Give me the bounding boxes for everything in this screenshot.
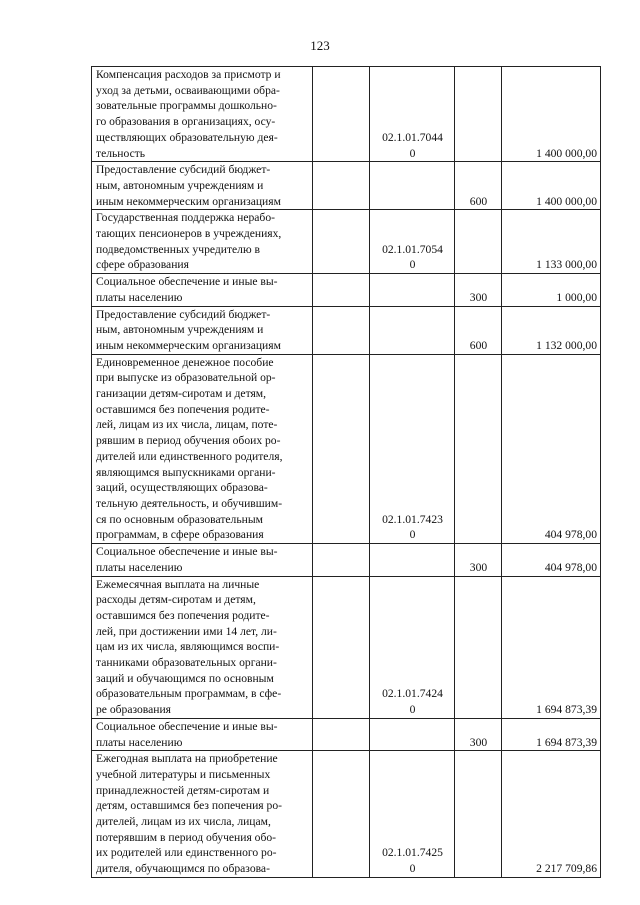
row-expense-type bbox=[455, 751, 502, 878]
row-expense-type: 300 bbox=[455, 544, 502, 576]
row-code bbox=[370, 544, 455, 576]
empty-cell bbox=[313, 576, 370, 718]
table-row bbox=[92, 718, 601, 750]
row-sum: 1 694 873,39 bbox=[502, 718, 601, 750]
row-name: Социальное обеспечение и иные вы- платы населению bbox=[92, 274, 313, 306]
row-code bbox=[370, 718, 455, 750]
table-row bbox=[92, 751, 601, 878]
row-expense-type: 600 bbox=[455, 306, 502, 354]
row-name: Социальное обеспечение и иные вы- платы населению bbox=[92, 718, 313, 750]
table-row bbox=[92, 67, 601, 162]
row-expense-type bbox=[455, 210, 502, 274]
row-code: 02.1.01.7044 0 bbox=[370, 67, 455, 162]
table-row bbox=[92, 544, 601, 576]
row-name: Единовременное денежное пособие при выпуске из образовательной ор- ганизации детям-сиротам и детям, оставшимся без попечения родите- лей, лицам из их числа, лицам, поте- рявшим в период обучения обоих ро- дителей или единственного родителя, являющимся выпускниками органи- заций, осуществляющих образова- тельную деятельность, и обучившим- ся по основным образовательным программам, в сфере образования bbox=[92, 354, 313, 543]
empty-cell bbox=[313, 162, 370, 210]
row-code: 02.1.01.7424 0 bbox=[370, 576, 455, 718]
row-sum: 1 133 000,00 bbox=[502, 210, 601, 274]
row-expense-type: 300 bbox=[455, 718, 502, 750]
row-expense-type bbox=[455, 67, 502, 162]
row-expense-type: 300 bbox=[455, 274, 502, 306]
row-name: Государственная поддержка нерабо- тающих пенсионеров в учреждениях, подведомственных учредителю в сфере образования bbox=[92, 210, 313, 274]
row-code: 02.1.01.7054 0 bbox=[370, 210, 455, 274]
row-code bbox=[370, 274, 455, 306]
row-sum: 1 400 000,00 bbox=[502, 67, 601, 162]
table-row bbox=[92, 306, 601, 354]
table-row bbox=[92, 162, 601, 210]
row-code: 02.1.01.7425 0 bbox=[370, 751, 455, 878]
row-name: Предоставление субсидий бюджет- ным, автономным учреждениям и иным некоммерческим организациям bbox=[92, 306, 313, 354]
row-name: Компенсация расходов за присмотр и уход за детьми, осваивающими обра- зовательные программы дошкольно- го образования в организациях, осу- ществляющих образовательную дея- тельность bbox=[92, 67, 313, 162]
empty-cell bbox=[313, 306, 370, 354]
row-expense-type bbox=[455, 354, 502, 543]
page-number: 123 bbox=[310, 38, 330, 53]
row-sum: 1 000,00 bbox=[502, 274, 601, 306]
empty-cell bbox=[313, 751, 370, 878]
empty-cell bbox=[313, 718, 370, 750]
table-row bbox=[92, 354, 601, 543]
empty-cell bbox=[313, 544, 370, 576]
empty-cell bbox=[313, 274, 370, 306]
table-row bbox=[92, 274, 601, 306]
row-expense-type: 600 bbox=[455, 162, 502, 210]
row-name: Ежегодная выплата на приобретение учебной литературы и письменных принадлежностей детям-сиротам и детям, оставшимся без попечения ро- дителей, лицам из их числа, лицам, потерявшим в период обучения обо- их родителей или единственного ро- дителя, обучающимся по образова- bbox=[92, 751, 313, 878]
row-sum: 1 400 000,00 bbox=[502, 162, 601, 210]
budget-table bbox=[91, 66, 601, 878]
row-code bbox=[370, 162, 455, 210]
row-sum: 1 132 000,00 bbox=[502, 306, 601, 354]
row-sum: 404 978,00 bbox=[502, 544, 601, 576]
table-row bbox=[92, 576, 601, 718]
empty-cell bbox=[313, 67, 370, 162]
table-row bbox=[92, 210, 601, 274]
row-name: Ежемесячная выплата на личные расходы детям-сиротам и детям, оставшимся без попечения родите- лей, при достижении ими 14 лет, ли- цам из их числа, являющимся воспи- танниками образовательных органи- заций и обучающимся по основным образовательным программам, в сфе- ре образования bbox=[92, 576, 313, 718]
empty-cell bbox=[313, 210, 370, 274]
row-name: Предоставление субсидий бюджет- ным, автономным учреждениям и иным некоммерческим организациям bbox=[92, 162, 313, 210]
row-sum: 2 217 709,86 bbox=[502, 751, 601, 878]
row-sum: 404 978,00 bbox=[502, 354, 601, 543]
row-name: Социальное обеспечение и иные вы- платы населению bbox=[92, 544, 313, 576]
row-code bbox=[370, 306, 455, 354]
row-expense-type bbox=[455, 576, 502, 718]
row-code: 02.1.01.7423 0 bbox=[370, 354, 455, 543]
row-sum: 1 694 873,39 bbox=[502, 576, 601, 718]
empty-cell bbox=[313, 354, 370, 543]
